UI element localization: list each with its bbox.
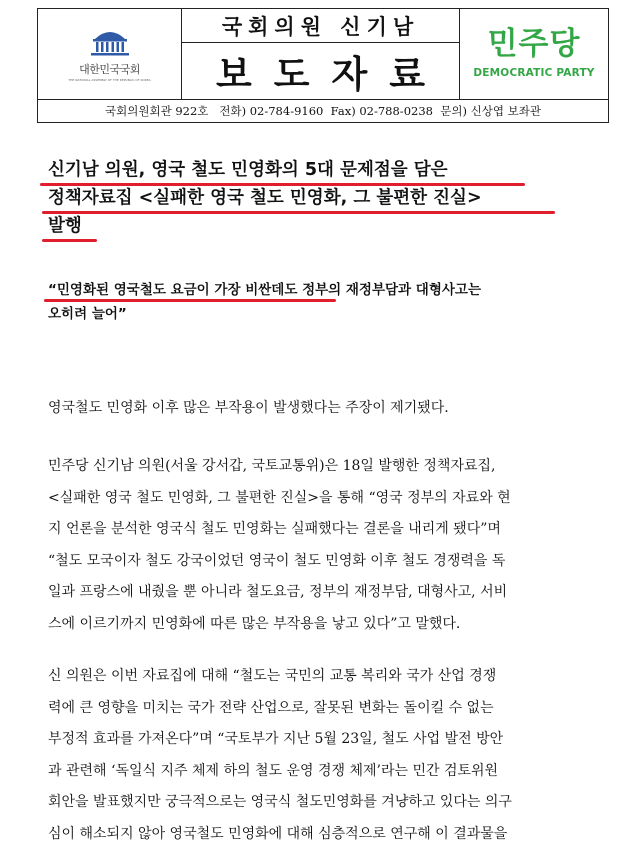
subhead-text-2: 오히려 늘어” — [48, 306, 127, 322]
header-table — [37, 8, 609, 100]
subheadline — [48, 278, 603, 326]
headline-line-1 — [48, 156, 588, 184]
headline-underline-2 — [42, 211, 555, 214]
headline-text-1: 신기남 의원, 영국 철도 민영화의 5대 문제점을 담은 — [48, 160, 448, 180]
party-logo-english: DEMOCRATIC PARTY — [473, 67, 595, 79]
paragraph-3-line-2: 력에 큰 영향을 미치는 국가 전략 산업으로, 잘못된 변화는 돌이킬 수 없는 — [48, 699, 494, 716]
paragraph-3-line-1: 신 의원은 이번 자료집에 대해 “철도는 국민의 교통 복리와 국가 산업 경쟁 — [48, 668, 497, 684]
press-release-title: 보도자료 — [216, 52, 447, 96]
lawmaker-title: 국회의원 신기남 — [182, 9, 459, 43]
paragraph-2 — [48, 451, 614, 640]
paragraph-2-line-6: 스에 이르기까지 민영화에 따른 많은 부작용을 낳고 있다”고 말했다. — [48, 615, 461, 632]
assembly-name: 대한민국국회 — [79, 62, 140, 76]
paragraph-2-line-1: 민주당 신기남 의원(서울 강서갑, 국토교통위)은 18일 발행한 정책자료집, — [48, 458, 496, 474]
paragraph-3-line-3: 부정적 효과를 가져온다”며 “국토부가 지난 5월 23일, 철도 사업 발전 방안 — [48, 731, 504, 747]
headline-underline-3 — [42, 239, 97, 242]
headline-line-3 — [48, 212, 588, 240]
headline-text-3: 발행 — [48, 216, 82, 236]
assembly-subtitle: THE NATIONAL ASSEMBLY OF THE REPUBLIC OF KOREA — [68, 77, 151, 82]
paragraph-3-line-4: 과 관련해 ‘독일식 지주 체제 하의 철도 운영 경쟁 체제’라는 민간 검토위원 — [48, 762, 499, 779]
subhead-line-2 — [48, 302, 603, 326]
paragraph-2-line-4: “철도 모국이자 철도 강국이었던 영국이 철도 민영화 이후 철도 경쟁력을 독 — [48, 552, 506, 569]
title-cell — [182, 9, 460, 99]
headline-line-2 — [48, 184, 588, 212]
paragraph-3 — [48, 661, 614, 850]
assembly-logo-cell — [38, 9, 182, 99]
party-logo-cell — [460, 9, 608, 99]
party-logo-name: 민주당 — [487, 26, 581, 62]
paragraph-1-line: 영국철도 민영화 이후 많은 부작용이 발생했다는 주장이 제기됐다. — [48, 400, 449, 416]
national-assembly-building-icon — [85, 27, 135, 57]
contact-info: 국회의원회관 922호 전화) 02-784-9160 Fax) 02-788-0238 문의) 신상엽 보좌관 — [37, 100, 609, 123]
headline — [48, 156, 588, 240]
paragraph-2-line-3: 지 언론을 분석한 영국식 철도 민영화는 실패했다는 결론을 내리게 됐다”며 — [48, 521, 501, 537]
headline-text-2: 정책자료집 <실패한 영국 철도 민영화, 그 불편한 진실> — [48, 188, 482, 208]
subhead-underline — [44, 299, 336, 302]
headline-underline-1 — [40, 183, 525, 186]
subhead-text-1: “민영화된 영국철도 요금이 가장 비싼데도 정부의 재정부담과 대형사고는 — [48, 282, 482, 298]
paragraph-3-line-6: 심이 해소되지 않아 영국철도 민영화에 대해 심층적으로 연구해 이 결과물을 — [48, 825, 508, 842]
paragraph-2-line-2: <실패한 영국 철도 민영화, 그 불편한 진실>을 통해 “영국 정부의 자료와 현 — [48, 489, 511, 506]
paragraph-3-line-5: 회안을 발표했지만 궁극적으로는 영국식 철도민영화를 겨냥하고 있다는 의구 — [48, 794, 512, 810]
paragraph-2-line-5: 일과 프랑스에 내줬을 뿐 아니라 철도요금, 정부의 재정부담, 대형사고, 서비 — [48, 584, 508, 600]
paragraph-1 — [48, 393, 614, 425]
